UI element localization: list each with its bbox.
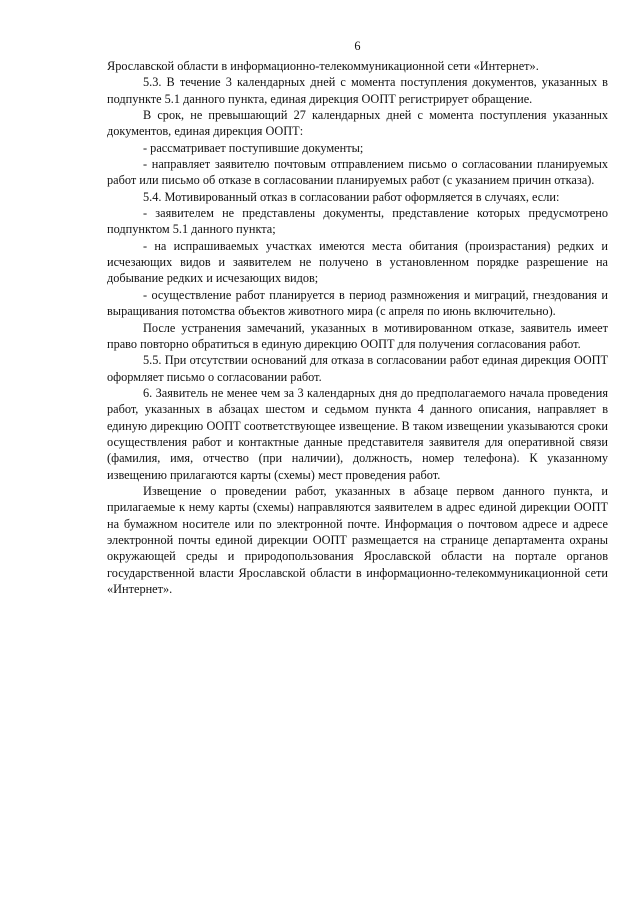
paragraph-continuation: Ярославской области в информационно-телекоммуникационной сети «Интернет».	[107, 59, 539, 73]
paragraph-notice: Извещение о проведении работ, указанных в абзаце первом данного пункта, и прилагаемые к нему карты (схемы) направляются заявителем в адрес единой дирекции ООПТ на бумажном носителе или по электронной почте. Информация о почтовом адресе и адресе электронной почты единой дирекции ООПТ размещается на странице департамента охраны окружающей среды и природопользования Ярославской области на портале органов государственной власти Ярославской области в информационно-телекоммуникационной сети «Интернет».	[107, 483, 608, 596]
list-item-send-letter: - направляет заявителю почтовым отправлением письмо о согласовании планируемых работ или письмо об отказе в согласовании планируемых работ (с указанием причин отказа).	[107, 157, 608, 188]
list-item-no-documents: - заявителем не представлены документы, представление которых предусмотрено подпунктом 5.1 данного пункта;	[107, 206, 608, 237]
list-item-breeding-period: - осуществление работ планируется в период размножения и миграций, гнездования и выращивания потомства объектов животного мира (с апреля по июнь включительно).	[107, 287, 608, 319]
paragraph-5-4: 5.4. Мотивированный отказ в согласовании работ оформляется в случаях, если:	[143, 189, 560, 204]
document-page	[107, 38, 608, 597]
paragraph-deadline: В срок, не превышающий 27 календарных дней с момента поступления указанных документов, единая дирекция ООПТ:	[107, 108, 608, 139]
paragraph-5-5: 5.5. При отсутствии оснований для отказа в согласовании работ единая дирекция ООПТ оформляет письмо о согласовании работ.	[107, 353, 608, 384]
list-item-review: - рассматривает поступившие документы;	[143, 140, 364, 155]
paragraph-after-fix: После устранения замечаний, указанных в мотивированном отказе, заявитель имеет право повторно обратиться в единую дирекцию ООПТ для получения согласования работ.	[107, 320, 608, 351]
paragraph-6: 6. Заявитель не менее чем за 3 календарных дня до предполагаемого начала проведения работ, указанных в абзацах шестом и седьмом пункта 4 данного описания, направляет в единую дирекцию ООПТ соответствующее извещение. В таком извещении указываются сроки осуществления работ и контактные данные представителя заявителя для оперативной связи (фамилия, имя, отчество (при наличии), должность, номер телефона). К указанному извещению прилагаются карты (схемы) мест проведения работ.	[107, 385, 608, 482]
list-item-rare-species: - на испрашиваемых участках имеются места обитания (произрастания) редких и исчезающих видов и заявителем не получено в установленном порядке разрешение на добывание редких и исчезающих видов;	[107, 238, 608, 286]
paragraph-5-3: 5.3. В течение 3 календарных дней с момента поступления документов, указанных в подпункте 5.1 данного пункта, единая дирекция ООПТ регистрирует обращение.	[107, 75, 608, 106]
page-number: 6	[354, 39, 361, 53]
